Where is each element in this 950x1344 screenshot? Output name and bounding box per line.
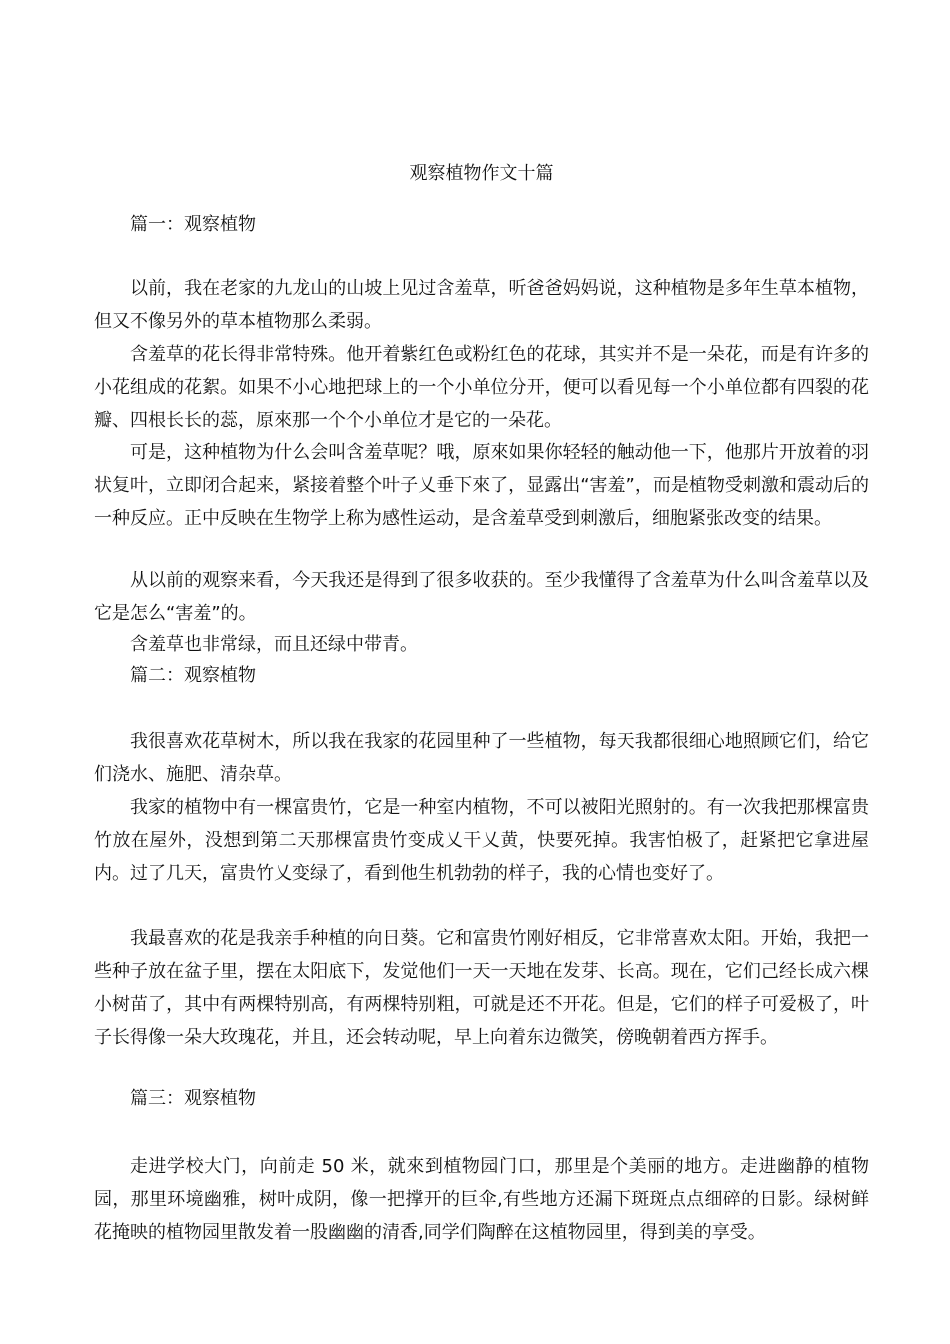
paragraph: 含羞草也非常绿，而且还绿中带青。 [130,634,418,655]
paragraph: 我很喜欢花草树木，所以我在我家的花园里种了一些植物，每天我都很细心地照顾它们，给它们浇水、施肥、清杂草。 [94,731,869,785]
paragraph: 走进学校大门，向前走 50 米，就來到植物园门口，那里是个美丽的地方。走进幽静的植物园，那里环境幽雅，树叶成阴，像一把撑开的巨伞,有些地方还漏下斑斑点点细碎的日影。绿树鲜花掩映的植物园里散发着一股幽幽的清香,同学们陶醉在这植物园里，得到美的享受。 [94,1156,869,1243]
section-heading: 篇一：观察植物 [130,214,256,235]
section-heading: 篇三：观察植物 [130,1088,256,1109]
paragraph: 从以前的观察来看，今天我还是得到了很多收获的。至少我懂得了含羞草为什么叫含羞草以及它是怎么“害羞”的。 [94,570,869,624]
paragraph: 以前，我在老家的九龙山的山坡上见过含羞草，听爸爸妈妈说，这种植物是多年生草本植物，但又不像另外的草本植物那么柔弱。 [94,278,869,332]
section-heading: 篇二：观察植物 [130,665,256,686]
paragraph: 我家的植物中有一棵富贵竹，它是一种室内植物，不可以被阳光照射的。有一次我把那棵富贵竹放在屋外，没想到第二天那棵富贵竹变成乂干乂黄，快要死掉。我害怕极了，赶紧把它拿进屋内。过了几天，富贵竹乂变绿了，看到他生机勃勃的样子，我的心情也变好了。 [94,797,869,884]
paragraph: 我最喜欢的花是我亲手种植的向日葵。它和富贵竹刚好相反，它非常喜欢太阳。开始，我把一些种子放在盆子里，摆在太阳底下，发觉他们一天一天地在发芽、长高。现在，它们己经长成六棵小树苗了，其中有两棵特别高，有两棵特别粗，可就是还不开花。但是，它们的样子可爱极了，叶子长得像一朵大玫瑰花，并且，还会转动呢，早上向着东边微笑，傍晚朝着西方挥手。 [94,928,869,1048]
paragraph: 可是，这种植物为什么会叫含羞草呢？哦，原來如果你轻轻的触动他一下，他那片开放着的羽状复叶，立即闭合起来，紧接着整个叶子乂垂下來了，显露出“害羞”，而是植物受刺激和震动后的一种反应。正中反映在生物学上称为感性运动，是含羞草受到刺激后，细胞紧张改变的结果。 [94,442,869,529]
document-title: 观察植物作文十篇 [409,163,554,184]
paragraph: 含羞草的花长得非常特殊。他开着紫红色或粉红色的花球，其实并不是一朵花，而是有许多的小花组成的花絮。如果不小心地把球上的一个小单位分开，便可以看见每一个小单位都有四裂的花瓣、四根长长的蕊，原來那一个个小单位才是它的一朵花。 [94,344,869,431]
